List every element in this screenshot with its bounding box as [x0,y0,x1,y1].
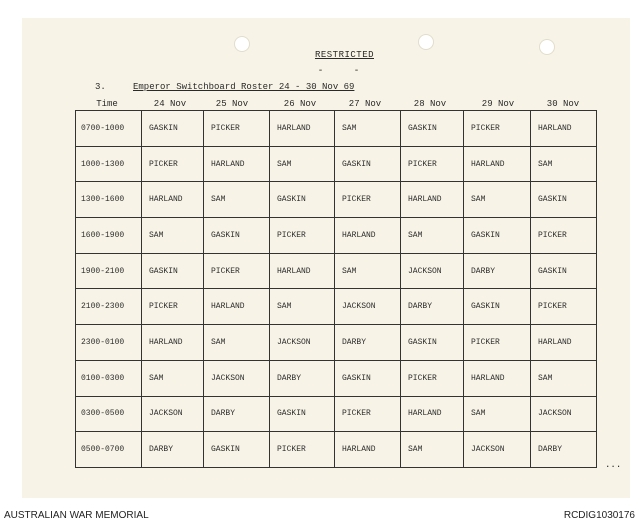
operator-cell: PICKER [204,253,270,289]
table-row [76,111,597,147]
operator-cell: SAM [335,253,401,289]
operator-cell: SAM [204,325,270,361]
operator-cell: DARBY [270,360,335,396]
time-slot-cell: 0300-0500 [76,396,142,432]
operator-cell: SAM [270,146,335,182]
table-row [76,218,597,254]
operator-cell: GASKIN [204,432,270,468]
operator-cell: PICKER [142,146,204,182]
time-slot-cell: 1600-1900 [76,218,142,254]
operator-cell: GASKIN [464,218,531,254]
operator-cell: HARLAND [401,182,464,218]
column-header-date: 25 Nov [215,99,249,109]
operator-cell: PICKER [335,396,401,432]
operator-cell: DARBY [401,289,464,325]
operator-cell: GASKIN [270,396,335,432]
time-slot-cell: 1300-1600 [76,182,142,218]
operator-cell: SAM [270,289,335,325]
classification-dashes: - - [317,65,372,76]
operator-cell: HARLAND [142,182,204,218]
operator-cell: PICKER [270,432,335,468]
operator-cell: SAM [531,360,597,396]
operator-cell: HARLAND [401,396,464,432]
table-row [76,432,597,468]
column-header-date: 27 Nov [348,99,382,109]
operator-cell: SAM [401,218,464,254]
operator-cell: SAM [464,396,531,432]
operator-cell: HARLAND [531,111,597,147]
operator-cell: GASKIN [142,253,204,289]
operator-cell: HARLAND [531,325,597,361]
column-header-date: 24 Nov [153,99,187,109]
time-slot-cell: 0100-0300 [76,360,142,396]
table-row [76,325,597,361]
operator-cell: HARLAND [270,111,335,147]
operator-cell: GASKIN [270,182,335,218]
operator-cell: GASKIN [401,111,464,147]
operator-cell: HARLAND [464,146,531,182]
operator-cell: HARLAND [142,325,204,361]
column-header-date: 30 Nov [546,99,580,109]
operator-cell: PICKER [270,218,335,254]
operator-cell: GASKIN [531,253,597,289]
operator-cell: JACKSON [531,396,597,432]
classification-label: RESTRICTED [314,50,374,60]
operator-cell: GASKIN [142,111,204,147]
operator-cell: GASKIN [531,182,597,218]
operator-cell: DARBY [142,432,204,468]
roster-heading [95,82,354,92]
table-row [76,182,597,218]
operator-cell: HARLAND [335,218,401,254]
column-header-date: 26 Nov [283,99,317,109]
operator-cell: PICKER [531,218,597,254]
operator-cell: PICKER [335,182,401,218]
operator-cell: HARLAND [270,253,335,289]
continuation-mark: ... [605,460,622,470]
time-slot-cell: 0500-0700 [76,432,142,468]
operator-cell: HARLAND [204,289,270,325]
operator-cell: PICKER [142,289,204,325]
operator-cell: SAM [464,182,531,218]
operator-cell: JACKSON [335,289,401,325]
punch-hole [418,34,434,50]
operator-cell: SAM [142,218,204,254]
operator-cell: HARLAND [335,432,401,468]
table-row [76,289,597,325]
column-header-date: 28 Nov [413,99,447,109]
operator-cell: PICKER [464,325,531,361]
operator-cell: JACKSON [270,325,335,361]
operator-cell: GASKIN [204,218,270,254]
operator-cell: PICKER [401,146,464,182]
operator-cell: SAM [142,360,204,396]
operator-cell: JACKSON [142,396,204,432]
operator-cell: DARBY [464,253,531,289]
operator-cell: PICKER [204,111,270,147]
operator-cell: DARBY [531,432,597,468]
time-slot-cell: 2300-0100 [76,325,142,361]
time-slot-cell: 2100-2300 [76,289,142,325]
operator-cell: SAM [531,146,597,182]
time-slot-cell: 1900-2100 [76,253,142,289]
column-header-time: Time [96,99,118,109]
table-row [76,360,597,396]
operator-cell: GASKIN [401,325,464,361]
operator-cell: HARLAND [464,360,531,396]
footer-record-id: RCDIG1030176 [563,510,635,521]
operator-cell: PICKER [464,111,531,147]
operator-cell: DARBY [204,396,270,432]
table-row [76,253,597,289]
roster-table [75,110,597,468]
operator-cell: JACKSON [204,360,270,396]
table-row [76,146,597,182]
section-number: 3. [95,82,106,92]
operator-cell: GASKIN [335,146,401,182]
time-slot-cell: 0700-1000 [76,111,142,147]
footer-archive-name: AUSTRALIAN WAR MEMORIAL [4,510,149,521]
operator-cell: GASKIN [464,289,531,325]
operator-cell: HARLAND [204,146,270,182]
operator-cell: JACKSON [401,253,464,289]
table-row [76,396,597,432]
time-slot-cell: 1000-1300 [76,146,142,182]
column-header-date: 29 Nov [481,99,515,109]
operator-cell: SAM [204,182,270,218]
roster-title: Emperor Switchboard Roster 24 - 30 Nov 69 [133,82,355,92]
operator-cell: JACKSON [464,432,531,468]
operator-cell: DARBY [335,325,401,361]
operator-cell: SAM [335,111,401,147]
operator-cell: SAM [401,432,464,468]
operator-cell: PICKER [531,289,597,325]
operator-cell: PICKER [401,360,464,396]
operator-cell: GASKIN [335,360,401,396]
